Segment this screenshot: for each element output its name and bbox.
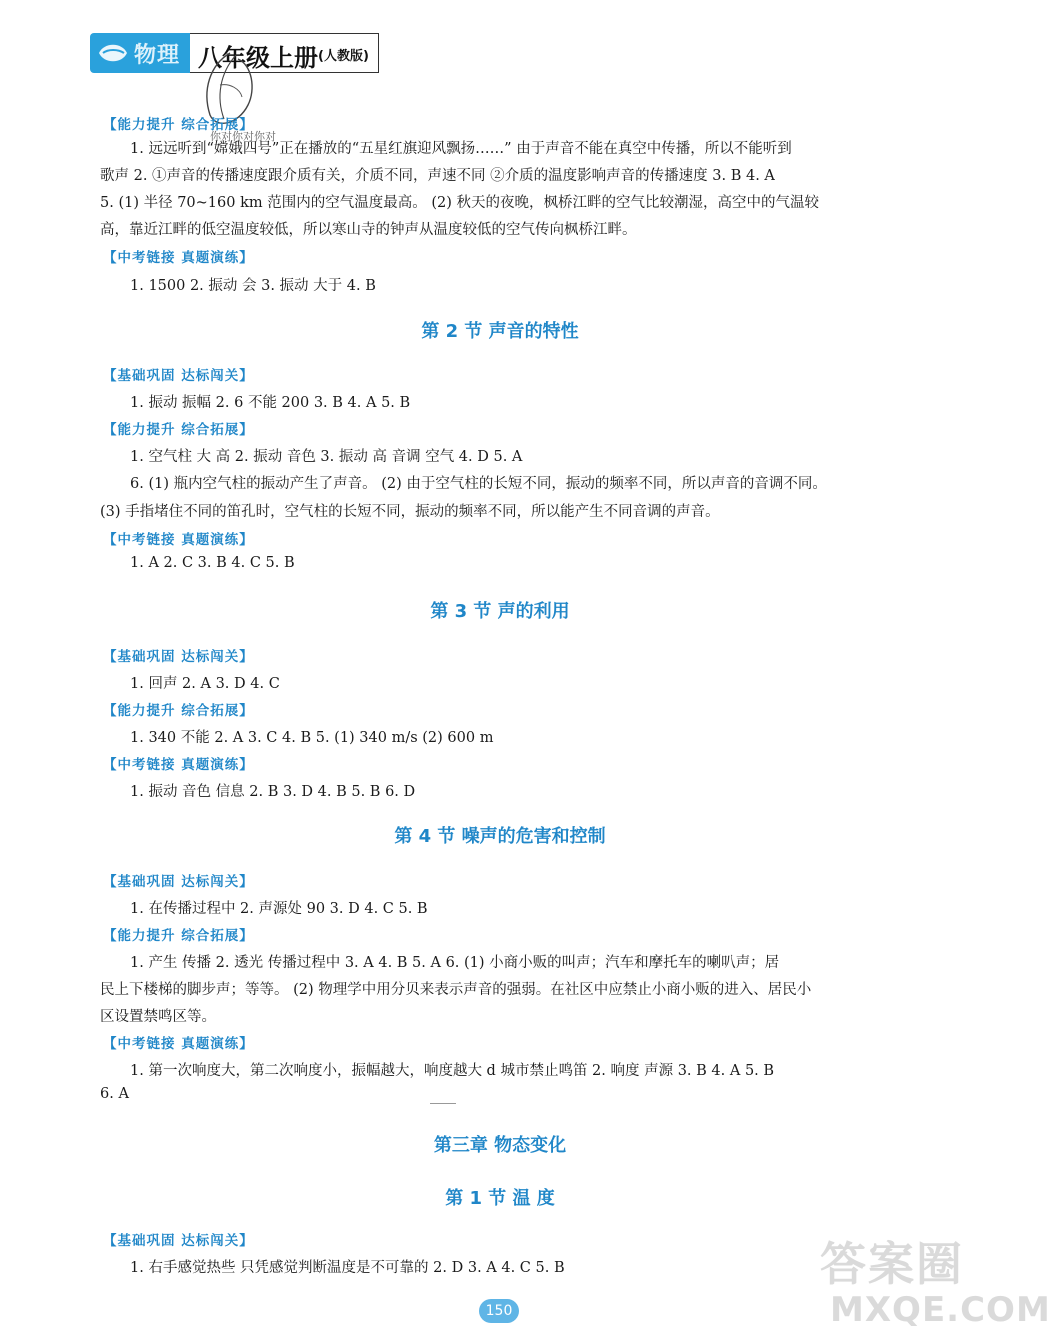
section-label: 【基础巩固 达标闯关】	[103, 368, 254, 384]
answer-line: 1. 远远听到“嫦娥四号”正在播放的“五星红旗迎风飘扬……” 由于声音不能在真空中传播，所以不能听到	[130, 141, 792, 157]
answer-line: 1. A 2. C 3. B 4. C 5. B	[130, 555, 295, 571]
answer-line: 1. 340 不能 2. A 3. C 4. B 5. (1) 340 m/s (2) 600 m	[130, 730, 494, 746]
answer-line: 1. 产生 传播 2. 透光 传播过程中 3. A 4. B 5. A 6. (1) 小商小贩的叫声；汽车和摩托车的喇叭声；居	[130, 955, 780, 971]
section-label: 【基础巩固 达标闯关】	[103, 649, 254, 665]
section-title: 第 3 节 声的利用	[430, 601, 570, 622]
answer-line: 6. (1) 瓶内空气柱的振动产生了声音。 (2) 由于空气柱的长短不同，振动的频率不同，所以声音的音调不同。	[130, 476, 827, 492]
answer-line: 1. 在传播过程中 2. 声源处 90 3. D 4. C 5. B	[130, 901, 428, 917]
edition-label: (人教版)	[318, 49, 369, 64]
watermark	[820, 1228, 1051, 1338]
section-title: 第 4 节 噪声的危害和控制	[394, 826, 606, 847]
answer-line: (3) 手指堵住不同的笛孔时，空气柱的长短不同，振动的频率不同，所以能产生不同音调的声音。	[100, 504, 720, 520]
section-label: 【基础巩固 达标闯关】	[103, 1233, 254, 1249]
answer-line: 1. 第一次响度大，第二次响度小，振幅越大，响度越大 d 城市禁止鸣笛 2. 响度 声源 3. B 4. A 5. B	[130, 1063, 775, 1079]
answer-line: 1. 回声 2. A 3. D 4. C	[130, 676, 280, 692]
section-label: 【能力提升 综合拓展】	[103, 422, 254, 438]
section-label: 【能力提升 综合拓展】	[103, 703, 254, 719]
section-label: 【中考链接 真题演练】	[103, 532, 254, 548]
answer-line: 区设置禁鸣区等。	[100, 1009, 216, 1025]
watermark-logo: 答案圈	[820, 1237, 964, 1291]
section-title: 第 2 节 声音的特性	[421, 321, 579, 342]
section-label: 【基础巩固 达标闯关】	[103, 874, 254, 890]
watermark-url: MXQE.COM	[830, 1290, 1051, 1330]
answer-line: 民上下楼梯的脚步声；等等。 (2) 物理学中用分贝来表示声音的强弱。在社区中应禁止小商小贩的进入、居民小	[100, 982, 812, 998]
subject-name: 物理	[134, 43, 181, 68]
divider	[430, 1103, 456, 1104]
grade-label: 八年级上册	[198, 43, 318, 72]
handwritten-note: 你对你对你对	[210, 130, 276, 143]
section-label: 【能力提升 综合拓展】	[103, 117, 254, 133]
page-number: 150	[479, 1299, 519, 1323]
answer-line: 5. (1) 半径 70~160 km 范围内的空气温度最高。 (2) 秋天的夜晚，枫桥江畔的空气比较潮湿，高空中的气温较	[100, 195, 819, 211]
section-label: 【能力提升 综合拓展】	[103, 928, 254, 944]
answer-line: 1. 空气柱 大 高 2. 振动 音色 3. 振动 高 音调 空气 4. D 5. A	[130, 449, 523, 465]
answer-line: 6. A	[100, 1086, 129, 1102]
answer-line: 1. 1500 2. 振动 会 3. 振动 大于 4. B	[130, 278, 376, 294]
answer-line: 1. 振动 振幅 2. 6 不能 200 3. B 4. A 5. B	[130, 395, 411, 411]
section-title: 第三章 物态变化	[433, 1135, 567, 1156]
section-label: 【中考链接 真题演练】	[103, 1036, 254, 1052]
section-label: 【中考链接 真题演练】	[103, 757, 254, 773]
section-title: 第 1 节 温 度	[445, 1188, 555, 1209]
answer-line: 1. 振动 音色 信息 2. B 3. D 4. B 5. B 6. D	[130, 784, 416, 800]
answer-line: 高，靠近江畔的低空温度较低，所以寒山寺的钟声从温度较低的空气传向枫桥江畔。	[100, 222, 637, 238]
answer-line: 歌声 2. ①声音的传播速度跟介质有关，介质不同，声速不同 ②介质的温度影响声音的传播速度 3. B 4. A	[100, 168, 775, 184]
section-label: 【中考链接 真题演练】	[103, 250, 254, 266]
answer-line: 1. 右手感觉热些 只凭感觉判断温度是不可靠的 2. D 3. A 4. C 5. B	[130, 1260, 565, 1276]
